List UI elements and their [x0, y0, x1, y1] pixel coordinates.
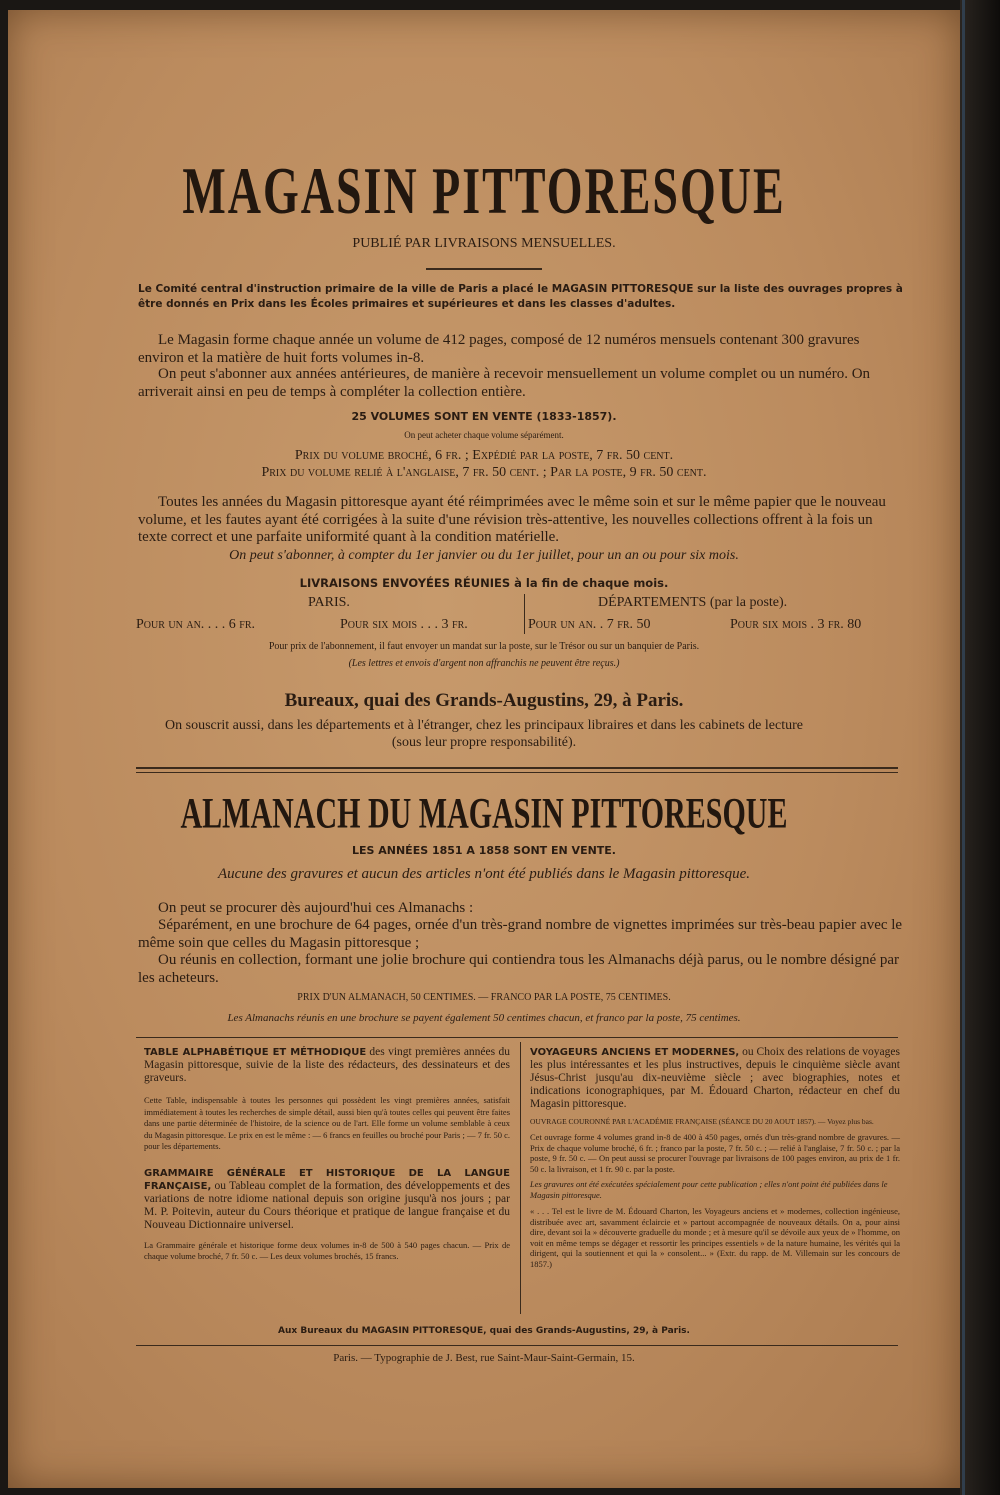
volumes-heading: 25 VOLUMES SONT EN VENTE (1833-1857).	[351, 410, 617, 423]
paris-label: PARIS.	[308, 595, 350, 610]
couronne-note: OUVRAGE COURONNÉ PAR L'ACADÉMIE FRANÇAISE (SÉANCE DU 20 AOUT 1857). — Voyez plus bas.	[530, 1117, 874, 1126]
almanach-p3: Ou réunis en collection, formant une jolie brochure qui contiendra tous les Almanachs déjà parus, ou le nombre désigné par les acheteurs.	[138, 952, 900, 986]
dept-six: Pour six mois . 3 fr. 80	[730, 617, 862, 632]
magazine-title: MAGASIN PITTORESQUE	[182, 153, 786, 228]
livraisons-heading: LIVRAISONS ENVOYÉES RÉUNIES à la fin de chaque mois.	[299, 576, 669, 590]
dept-an: Pour un an. . 7 fr. 50	[528, 617, 651, 632]
price-relie: Prix du volume relié à l'anglaise, 7 fr. 50 cent. ; Par la poste, 9 fr. 50 cent.	[261, 465, 707, 480]
volumes-note: On peut acheter chaque volume séparément.	[404, 430, 564, 440]
columns-separator	[520, 1042, 521, 1314]
almanach-reunis: Les Almanachs réunis en une brochure se payent également 50 centimes chacun, et franco par la poste, 75 centimes.	[227, 1012, 741, 1024]
dept-label: DÉPARTEMENTS (par la poste).	[598, 595, 788, 610]
souscrit-line-2: (sous leur propre responsabilité).	[391, 735, 577, 750]
subtitle: PUBLIÉ PAR LIVRAISONS MENSUELLES.	[352, 236, 616, 251]
abonnement-note: On peut s'abonner, à compter du 1er janvier ou du 1er juillet, pour un an ou pour six mois.	[229, 548, 739, 563]
table-heading: TABLE ALPHABÉTIQUE ET MÉTHODIQUE	[144, 1047, 367, 1058]
cover-page	[8, 10, 960, 1488]
intro-paragraph-2: On peut s'abonner aux années antérieures, de manière à recevoir mensuellement un volume complet ou un numéro. On arriverait ainsi en peu de temps à compléter la collection entière.	[138, 366, 871, 400]
intro-paragraph-1: Le Magasin forme chaque année un volume de 412 pages, composé de 12 numéros mensuels contenant 300 gravures environ et la matière de huit forts volumes in-8.	[138, 332, 860, 366]
grammaire-text: ou Tableau complet de la formation, des développements et des variations de notre idiome national depuis son origine jusqu'à nos jours ; par M. P. Poitevin, auteur du Cours théorique et pratique de langue française et du Nouveau Dictionnaire universel.	[144, 1179, 510, 1231]
left-column	[144, 1046, 510, 1263]
columns-top-rule	[136, 1037, 898, 1038]
almanach-title: ALMANACH DU MAGASIN PITTORESQUE	[180, 790, 788, 838]
footer-bureaux: Aux Bureaux du MAGASIN PITTORESQUE, quai des Grands-Augustins, 29, à Paris.	[278, 1326, 690, 1336]
gravures-note: Les gravures ont été exécutées spécialement pour cette publication ; elles n'ont point été publiées dans le Magasin pittoresque.	[530, 1179, 888, 1200]
reimpression-paragraph: Toutes les années du Magasin pittoresque ayant été réimprimées avec le même soin et sur le même papier que le nouveau volume, et les fautes ayant été corrigées à la suite d'une révision très-attentive, les nouvelles collections offrent à la fois un texte correct et une parfaite uniformité quant à la condition matérielle.	[138, 494, 886, 545]
bureaux-address: Bureaux, quai des Grands-Augustins, 29, à Paris.	[284, 690, 684, 711]
section-rule-bottom	[136, 772, 898, 773]
right-column	[530, 1046, 900, 1269]
footer-rule	[136, 1345, 898, 1346]
price-broche: Prix du volume broché, 6 fr. ; Expédié par la poste, 7 fr. 50 cent.	[294, 448, 674, 463]
villemain-citation: « . . . Tel est le livre de M. Édouard Charton, les Voyageurs anciens et » modernes, collection ingénieuse, distribuée avec art, savamment éclaircie et » partout accompagnée de nouveaux détails. On a, pour ainsi dire, devant soi la » découverte graduelle du monde ; et à mesure qu'il se dévoile aux yeux de » l'homme, on voit en même temps se dégager et ressortir les principes essentiels » de la nature humaine, les vérités qui la dirigent, qui la soutiennent et qui la » consolent... » (Extr. du rapp. de M. Villemain sur les concours de 1857.)	[530, 1206, 900, 1269]
comite-notice: Le Comité central d'instruction primaire de la ville de Paris a placé le MAGASIN PITTORESQUE sur la liste des ouvrages propres à être donnés en Prix dans les Écoles primaires et supérieures et dans les classes d'adultes.	[138, 283, 903, 310]
souscrit-line: On souscrit aussi, dans les départements et à l'étranger, chez les principaux libraires et dans les cabinets de lecture	[165, 718, 803, 733]
table-note: Cette Table, indispensable à toutes les personnes qui possèdent les vingt premières années, satisfait immédiatement à toutes les recherches de simple détail, aussi bien qu'à toutes celles qui peuvent être faites dans une partie déterminée de l'histoire, de la science ou de l'art. Elle forme un volume semblable à ceux du Magasin pittoresque. Le prix en est le même : — 6 francs en feuilles ou broché pour Paris ; — 7 fr. 50 c. pour les départements.	[144, 1095, 510, 1151]
imprint: Paris. — Typographie de J. Best, rue Saint-Maur-Saint-Germain, 15.	[333, 1352, 635, 1364]
paris-an: Pour un an. . . . 6 fr.	[136, 617, 256, 632]
table-text: des vingt premières années du Magasin pittoresque, suivie de la liste des rédacteurs, des dessinateurs et des graveurs.	[144, 1046, 510, 1084]
almanach-note: Aucune des gravures et aucun des articles n'ont été publiés dans le Magasin pittoresque.	[217, 866, 750, 882]
voyageurs-note: Cet ouvrage forme 4 volumes grand in-8 de 400 à 450 pages, ornés d'un très-grand nombre de gravures. — Prix de chaque volume broché, 6 fr. ; franco par la poste, 7 fr. 50 c. ; — relié à l'anglaise, 7 fr. 50 c. ; par la poste, 9 fr. 50 c. — On peut aussi se procurer l'ouvrage par livraisons de 100 pages environ, au prix de 1 fr. 50 c. la livraison, et 1 fr. 90 c. par la poste.	[530, 1132, 900, 1174]
almanach-prix: PRIX D'UN ALMANACH, 50 CENTIMES. — FRANCO PAR LA POSTE, 75 CENTIMES.	[297, 992, 671, 1003]
almanach-p2: Séparément, en une brochure de 64 pages, ornée d'un très-grand nombre de vignettes imprimées sur très-beau papier avec le même soin que celles du Magasin pittoresque ;	[138, 917, 903, 951]
almanach-subtitle: LES ANNÉES 1851 A 1858 SONT EN VENTE.	[351, 844, 616, 857]
section-rule-top	[136, 767, 898, 769]
book-spine	[960, 0, 1000, 1495]
column-divider	[524, 594, 525, 634]
paris-six: Pour six mois . . . 3 fr.	[340, 617, 468, 632]
lettres-note: (Les lettres et envois d'argent non affranchis ne peuvent être reçus.)	[348, 658, 620, 669]
grammaire-heading: GRAMMAIRE GÉNÉRALE ET HISTORIQUE DE LA LANGUE FRANÇAISE,	[144, 1167, 510, 1192]
voyageurs-heading: VOYAGEURS ANCIENS ET MODERNES,	[530, 1047, 740, 1058]
almanach-p1: On peut se procurer dès aujourd'hui ces Almanachs :	[158, 900, 474, 916]
voyageurs-text: ou Choix des relations de voyages les plus intéressantes et les plus instructives, depuis le cinquième siècle avant Jésus-Christ jusqu'au dix-neuvième siècle ; avec biographies, notes et indications iconographiques, par M. Édouard Charton, rédacteur en chef du Magasin pittoresque.	[530, 1046, 900, 1110]
mandat-note: Pour prix de l'abonnement, il faut envoyer un mandat sur la poste, sur le Trésor ou sur un banquier de Paris.	[268, 641, 700, 652]
grammaire-note: La Grammaire générale et historique forme deux volumes in-8 de 500 à 540 pages chacun. — Prix de chaque volume broché, 7 fr. 50 c. — Les deux volumes brochés, 15 francs.	[144, 1239, 510, 1261]
divider	[426, 268, 542, 270]
